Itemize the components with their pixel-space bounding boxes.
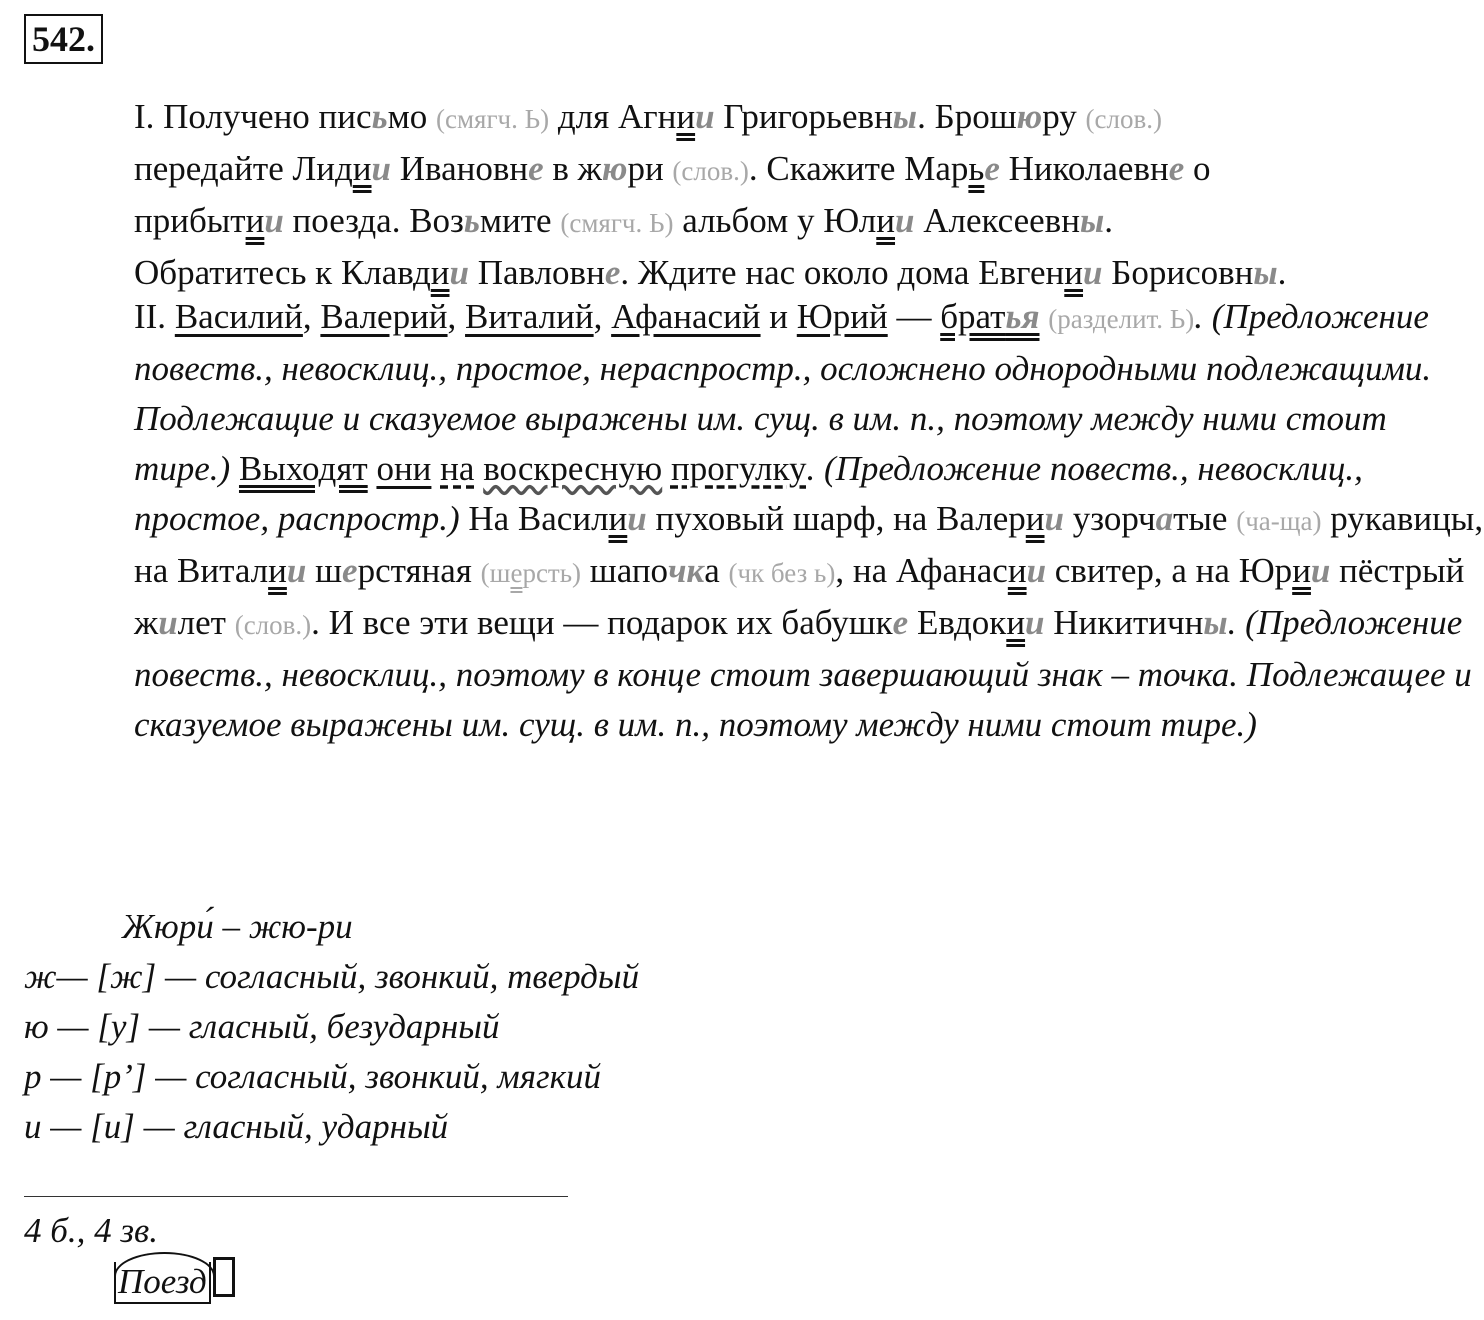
text: ш <box>306 551 343 590</box>
highlight: ы <box>1203 603 1228 642</box>
underlined-letter: и <box>1025 499 1045 538</box>
underlined-letter: е <box>510 558 523 588</box>
text: Борисовн <box>1102 253 1254 292</box>
comment: . (Предложение повеств., невосклиц., поэтому в конце стоит завершающий знак – точка. Подлежащее и сказуемое выражены им. сущ. в им. п., поэтому между ними стоит тире.) <box>134 603 1472 744</box>
text: . Ждите нас около дома Евген <box>620 253 1065 292</box>
text: прибыт <box>134 201 246 240</box>
text: Павловн <box>468 253 605 292</box>
text: ру <box>1042 97 1077 136</box>
word-stem <box>114 1252 211 1307</box>
subject: Василий <box>174 297 303 336</box>
text: Ивановн <box>390 149 529 188</box>
phonetic-heading: Жюри́ – жю-ри <box>122 907 353 946</box>
highlight: е <box>528 149 544 188</box>
underlined-letter: и <box>1007 551 1027 590</box>
text: передайте Лид <box>134 149 353 188</box>
comment: . (Предложение повеств., невосклиц., простое, распростр.) <box>134 449 1363 538</box>
highlight: и <box>371 149 391 188</box>
hint: (ча-ща) <box>1236 506 1322 536</box>
highlight: ь <box>463 201 480 240</box>
object: прогулку <box>670 449 807 488</box>
text: рукавицы, на Витал <box>134 499 1484 590</box>
highlight: и <box>449 253 469 292</box>
paragraph-1 <box>24 92 1484 298</box>
highlight: и <box>1083 253 1103 292</box>
text: пёстрый ж <box>134 551 1465 642</box>
text: тые <box>1173 499 1237 538</box>
hint: (слов.) <box>234 610 312 640</box>
phonetic-row: и — [и] — гласный, ударный <box>24 1107 449 1146</box>
underlined-letter: и <box>1064 253 1084 292</box>
underlined-letter: и <box>1006 603 1026 642</box>
highlight: и <box>1025 603 1045 642</box>
text: поезда. Воз <box>283 201 464 240</box>
highlight: ь <box>371 97 388 136</box>
text: для Агн <box>549 97 677 136</box>
hint: (разделит. Ь) <box>1048 304 1195 334</box>
text: мо <box>387 97 428 136</box>
highlight: и <box>1044 499 1064 538</box>
hint: (чк без ь) <box>728 558 836 588</box>
hint: (слов.) <box>672 156 749 186</box>
highlight: ы <box>892 97 918 136</box>
text: брат <box>940 297 1006 336</box>
underlined-letter: и <box>1292 551 1311 590</box>
text: Николаевн <box>999 149 1169 188</box>
text: Алексеевн <box>914 201 1080 240</box>
text: альбом у Юл <box>673 201 877 240</box>
zero-ending-box <box>213 1257 235 1297</box>
predicate <box>940 297 1039 336</box>
underlined-letter: и <box>352 149 372 188</box>
highlight: и <box>158 603 178 642</box>
highlight: чк <box>668 551 705 590</box>
text: . Брош <box>917 97 1017 136</box>
subject: Афанасий <box>611 297 761 336</box>
subject: Валерий <box>320 297 448 336</box>
phonetic-row: р — [р’] — согласный, звонкий, мягкий <box>24 1057 602 1096</box>
comment: . (Предложение повеств., невосклиц., простое, нераспростр., осложнено однородными подлежащими. Подлежащие и сказуемое выражены им. сущ. в им. п., поэтому между ними стоит тире.) <box>134 297 1432 488</box>
text: а <box>704 551 729 590</box>
highlight: и <box>1026 551 1047 590</box>
text: На Васил <box>468 499 609 538</box>
highlight: и <box>1310 551 1331 590</box>
underlined-letter: и <box>876 201 896 240</box>
hint: (слов.) <box>1085 104 1162 134</box>
subject: Юрий <box>796 297 888 336</box>
text: . <box>1277 253 1287 292</box>
underlined-letter: и <box>676 97 696 136</box>
text: II. <box>134 297 175 336</box>
highlight: ю <box>601 149 628 188</box>
underlined-letter: и <box>268 551 287 590</box>
subject: Виталий <box>465 297 594 336</box>
phonetic-row: ж— [ж] — согласный, звонкий, твердый <box>24 957 640 996</box>
highlight: и <box>627 499 647 538</box>
text: Евдок <box>908 603 1007 642</box>
highlight: ы <box>1079 201 1105 240</box>
text: и <box>760 297 797 336</box>
subject: они <box>376 449 432 488</box>
text: . <box>1104 201 1113 240</box>
text: рсть) <box>522 558 582 588</box>
highlight: е <box>892 603 909 642</box>
circumstance: на <box>440 449 475 488</box>
highlight: и <box>286 551 307 590</box>
highlight: и <box>895 201 915 240</box>
attribute: воскресную <box>483 449 663 488</box>
underlined-letter: и <box>245 201 265 240</box>
text: лет <box>177 603 235 642</box>
root-arc <box>114 1252 215 1276</box>
text: пуховый шарф, на Валер <box>646 499 1026 538</box>
text: о <box>1184 149 1211 188</box>
hint: (смягч. Ь) <box>435 104 550 134</box>
highlight: ья <box>1005 297 1040 336</box>
paragraph-2: II. Василий, Валерий, Виталий, Афанасий и Юрий — братья (разделит. Ь). (Предложение повеств., невосклиц., простое, нераспростр., осложнено однородными подлежащими. Подлежащие и сказуемое выражены им. сущ. в им. п., поэтому между ними стоит тире.) Выходят они на воскресную прогулку. (Предложение повеств., невосклиц., простое, распростр.) На Василии пуховый шарф, на Валерии узорчатые (ча-ща) рукавицы, на Виталии шерстяная (шерсть) шапочка (чк без ь), на Афанасии свитер, а на Юрии пёстрый жилет (слов.). И все эти вещи — подарок их бабушке Евдокии Никитичны. (Предложение повеств., невосклиц., поэтому в конце стоит завершающий знак – точка. Подлежащее и сказуемое выражены им. сущ. в им. п., поэтому между ними стоит тире.) <box>134 297 1484 744</box>
underlined-letter: ь <box>968 149 985 188</box>
phonetic-analysis <box>24 902 924 1152</box>
text: . И все эти вещи — подарок их бабушк <box>311 603 893 642</box>
hint: (смягч. Ь) <box>560 208 674 238</box>
text: , на Афанас <box>835 551 1008 590</box>
text: — <box>887 297 941 336</box>
text: узорч <box>1063 499 1156 538</box>
phonetic-row: ю — [у] — гласный, безударный <box>24 1007 500 1046</box>
text: Григорьевн <box>714 97 893 136</box>
text: Обратитесь к Клавд <box>134 253 431 292</box>
predicate: Выходят <box>238 449 368 488</box>
text: в ж <box>543 149 602 188</box>
stem-text: Поезд <box>114 1262 211 1304</box>
text: ри <box>627 149 664 188</box>
highlight: а <box>1155 499 1174 538</box>
highlight: и <box>264 201 284 240</box>
underlined-letter: и <box>430 253 450 292</box>
text: мите <box>479 201 552 240</box>
text: I. Получено пис <box>134 97 372 136</box>
text: . Скажите Мар <box>748 149 969 188</box>
text: Никитичн <box>1044 603 1204 642</box>
highlight: ю <box>1016 97 1043 136</box>
underlined-letter: и <box>608 499 628 538</box>
highlight: е <box>984 149 1000 188</box>
word-parse <box>114 1252 235 1307</box>
highlight: и <box>695 97 715 136</box>
highlight: е <box>342 551 358 590</box>
text: шапо <box>581 551 669 590</box>
highlight: е <box>1168 149 1185 188</box>
highlight: ы <box>1253 253 1278 292</box>
divider <box>24 1196 568 1197</box>
text: (ш <box>480 558 511 588</box>
letter-sound-count: 4 б., 4 зв. <box>24 1211 158 1250</box>
hint <box>481 558 581 588</box>
text: свитер, а на Юр <box>1046 551 1293 590</box>
highlight: е <box>604 253 621 292</box>
text: рстяная <box>357 551 481 590</box>
exercise-number: 542. <box>24 14 103 64</box>
